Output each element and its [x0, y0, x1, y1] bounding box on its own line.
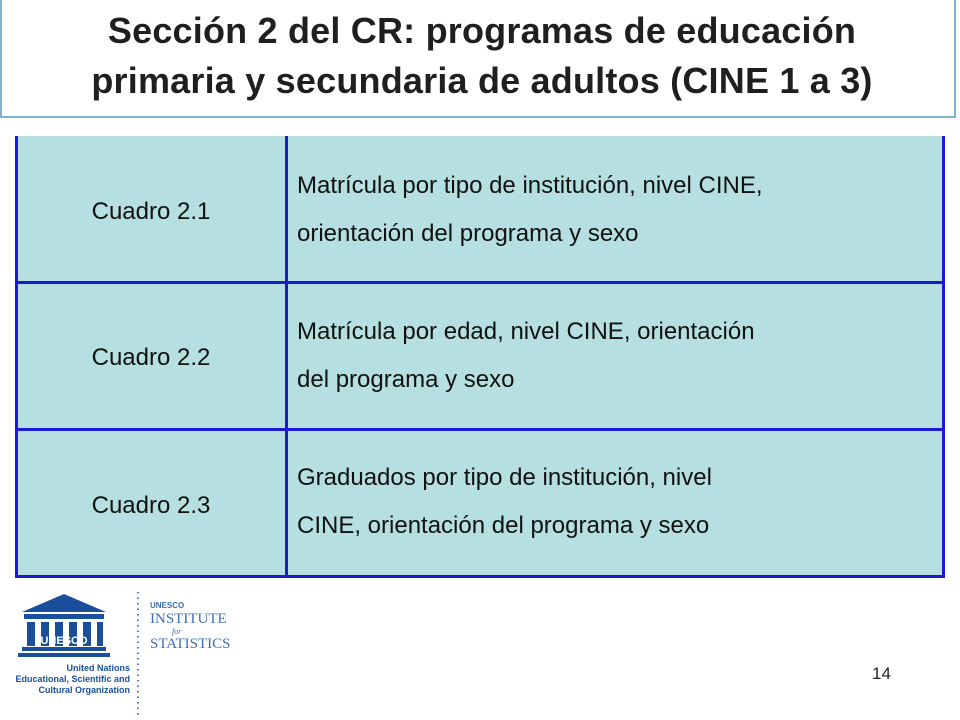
table-border-bottom [15, 575, 945, 578]
uis-line-2: INSTITUTE [150, 611, 227, 627]
page-number: 14 [872, 664, 891, 683]
uis-line-3: for [172, 627, 182, 636]
unesco-word: UNESCO [40, 635, 88, 647]
org-line-3: Cultural Organization [38, 685, 130, 695]
row-description-line-2: orientación del programa y sexo [297, 220, 639, 247]
table-row-divider-1 [15, 281, 945, 284]
row-description-line-2: del programa y sexo [297, 366, 515, 393]
org-line-1: United Nations [66, 663, 130, 673]
table-row-divider-2 [15, 428, 945, 431]
slide-title-box [0, 0, 956, 118]
row-code: Cuadro 2.2 [91, 344, 211, 371]
row-description-line-1: Matrícula por edad, nivel CINE, orientación [297, 318, 755, 345]
unesco-temple-icon [18, 594, 110, 657]
row-description-line-1: Matrícula por tipo de institución, nivel CINE, [297, 172, 763, 199]
slide-title-line-2: primaria y secundaria de adultos (CINE 1 a 3) [91, 60, 873, 101]
row-description [297, 162, 937, 258]
slide-title-line-1: Sección 2 del CR: programas de educación [107, 10, 857, 51]
uis-line-1: UNESCO [150, 601, 185, 610]
table-border-right [942, 136, 945, 578]
org-line-2: Educational, Scientific and [15, 674, 130, 684]
row-description [297, 454, 937, 550]
row-description-line-2: CINE, orientación del programa y sexo [297, 512, 710, 539]
cuadros-table [15, 136, 945, 578]
row-code: Cuadro 2.1 [91, 198, 211, 225]
row-description [297, 308, 937, 404]
row-description-line-1: Graduados por tipo de institución, nivel [297, 464, 712, 491]
uis-line-4: STATISTICS [150, 636, 231, 652]
row-code: Cuadro 2.3 [91, 492, 211, 519]
unesco-uis-logo [14, 588, 239, 718]
